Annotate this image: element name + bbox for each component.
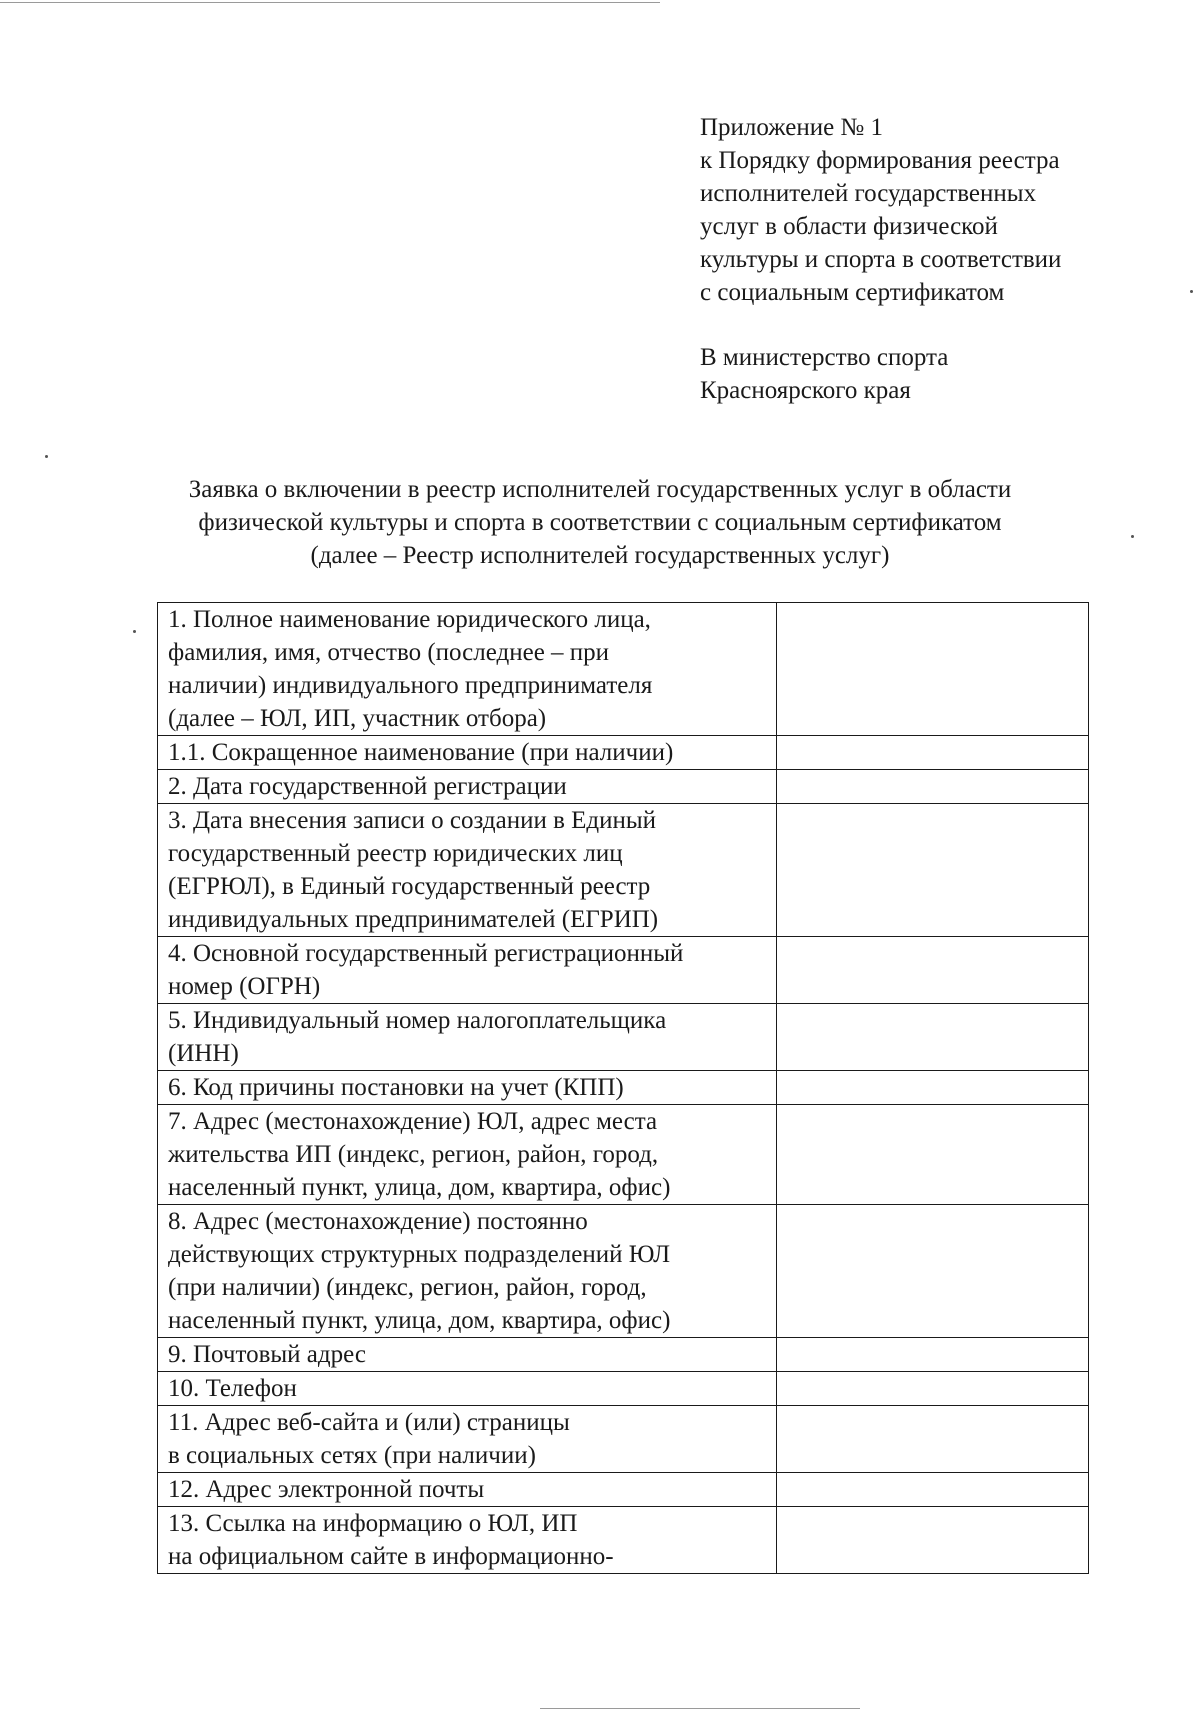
title-line: Заявка о включении в реестр исполнителей государственных услуг в области — [188, 476, 1012, 503]
form-field-value[interactable] — [776, 1473, 1088, 1507]
addressee-line: В министерство спорта — [700, 344, 949, 371]
scan-artifact-bottom — [540, 1708, 860, 1709]
form-field-label — [158, 1507, 777, 1574]
form-field-label — [158, 1004, 777, 1071]
form-field-label-line: (при наличии) (индекс, регион, район, город, — [168, 1274, 647, 1301]
form-field-label-line: населенный пункт, улица, дом, квартира, офис) — [168, 1174, 671, 1201]
appendix-line: Приложение № 1 — [700, 114, 884, 141]
form-row — [158, 1105, 1089, 1205]
appendix-block — [700, 111, 1180, 309]
form-field-value[interactable] — [776, 1071, 1088, 1105]
scan-artifact-top — [0, 2, 660, 3]
form-row — [158, 1205, 1089, 1338]
form-field-value[interactable] — [776, 770, 1088, 804]
form-field-label — [158, 937, 777, 1004]
form-field-label — [158, 770, 777, 804]
form-field-label-line: 5. Индивидуальный номер налогоплательщика — [168, 1007, 667, 1034]
form-field-label — [158, 1406, 777, 1473]
form-field-label-line: жительства ИП (индекс, регион, район, город, — [168, 1141, 659, 1168]
form-field-label-line: (ИНН) — [168, 1040, 239, 1067]
form-field-label — [158, 1105, 777, 1205]
form-row — [158, 1004, 1089, 1071]
form-row — [158, 1507, 1089, 1574]
addressee-block — [700, 341, 1180, 407]
appendix-line: к Порядку формирования реестра — [700, 147, 1060, 174]
form-field-label-line: наличии) индивидуального предпринимателя — [168, 672, 653, 699]
form-row — [158, 937, 1089, 1004]
appendix-line: с социальным сертификатом — [700, 279, 1005, 306]
form-field-label-line: 1. Полное наименование юридического лица, — [168, 606, 651, 633]
form-field-label-line: 9. Почтовый адрес — [168, 1341, 366, 1368]
form-field-label — [158, 804, 777, 937]
form-field-label-line: 6. Код причины постановки на учет (КПП) — [168, 1074, 624, 1101]
form-field-value[interactable] — [776, 603, 1088, 736]
appendix-line: услуг в области физической — [700, 213, 998, 240]
form-field-label — [158, 1473, 777, 1507]
application-form-table — [157, 602, 1089, 1574]
scan-speck — [1190, 290, 1193, 293]
scan-speck — [133, 630, 136, 633]
form-field-label — [158, 603, 777, 736]
form-field-label-line: 12. Адрес электронной почты — [168, 1476, 485, 1503]
form-row — [158, 1338, 1089, 1372]
form-row — [158, 736, 1089, 770]
form-field-label — [158, 1338, 777, 1372]
form-field-label-line: действующих структурных подразделений ЮЛ — [168, 1241, 671, 1268]
appendix-line: исполнителей государственных — [700, 180, 1037, 207]
form-field-label-line: 4. Основной государственный регистрационный — [168, 940, 684, 967]
form-field-value[interactable] — [776, 1105, 1088, 1205]
form-field-value[interactable] — [776, 1372, 1088, 1406]
form-row — [158, 770, 1089, 804]
form-field-label-line: 8. Адрес (местонахождение) постоянно — [168, 1208, 588, 1235]
scan-speck — [1131, 535, 1134, 538]
form-field-label-line: 10. Телефон — [168, 1375, 297, 1402]
title-line: физической культуры и спорта в соответствии с социальным сертификатом — [198, 509, 1002, 536]
form-field-label-line: номер (ОГРН) — [168, 973, 321, 1000]
form-field-label-line: индивидуальных предпринимателей (ЕГРИП) — [168, 906, 659, 933]
form-row — [158, 1372, 1089, 1406]
form-field-label-line: населенный пункт, улица, дом, квартира, офис) — [168, 1307, 671, 1334]
form-field-value[interactable] — [776, 937, 1088, 1004]
form-row — [158, 1473, 1089, 1507]
form-field-label-line: (далее – ЮЛ, ИП, участник отбора) — [168, 705, 547, 732]
form-row — [158, 603, 1089, 736]
form-field-value[interactable] — [776, 1507, 1088, 1574]
form-row — [158, 804, 1089, 937]
document-title — [100, 473, 1100, 572]
form-field-label-line: (ЕГРЮЛ), в Единый государственный реестр — [168, 873, 651, 900]
form-field-label-line: государственный реестр юридических лиц — [168, 840, 623, 867]
form-field-label-line: 13. Ссылка на информацию о ЮЛ, ИП — [168, 1510, 578, 1537]
form-field-label-line: 11. Адрес веб-сайта и (или) страницы — [168, 1409, 570, 1436]
form-field-label-line: 1.1. Сокращенное наименование (при наличии) — [168, 739, 674, 766]
form-field-value[interactable] — [776, 1004, 1088, 1071]
form-field-value[interactable] — [776, 804, 1088, 937]
form-field-label-line: на официальном сайте в информационно- — [168, 1543, 614, 1570]
form-field-value[interactable] — [776, 1406, 1088, 1473]
form-field-label — [158, 1205, 777, 1338]
form-field-label-line: фамилия, имя, отчество (последнее – при — [168, 639, 610, 666]
form-field-value[interactable] — [776, 736, 1088, 770]
addressee-line: Красноярского края — [700, 377, 911, 404]
form-row — [158, 1406, 1089, 1473]
form-field-label-line: 3. Дата внесения записи о создании в Единый — [168, 807, 657, 834]
form-field-label — [158, 1071, 777, 1105]
form-field-label — [158, 736, 777, 770]
form-field-label-line: 2. Дата государственной регистрации — [168, 773, 567, 800]
form-field-value[interactable] — [776, 1338, 1088, 1372]
scan-speck — [45, 455, 48, 458]
title-line: (далее – Реестр исполнителей государственных услуг) — [310, 542, 890, 569]
appendix-line: культуры и спорта в соответствии — [700, 246, 1062, 273]
form-field-label — [158, 1372, 777, 1406]
form-field-label-line: в социальных сетях (при наличии) — [168, 1442, 536, 1469]
form-field-value[interactable] — [776, 1205, 1088, 1338]
form-row — [158, 1071, 1089, 1105]
form-field-label-line: 7. Адрес (местонахождение) ЮЛ, адрес места — [168, 1108, 658, 1135]
